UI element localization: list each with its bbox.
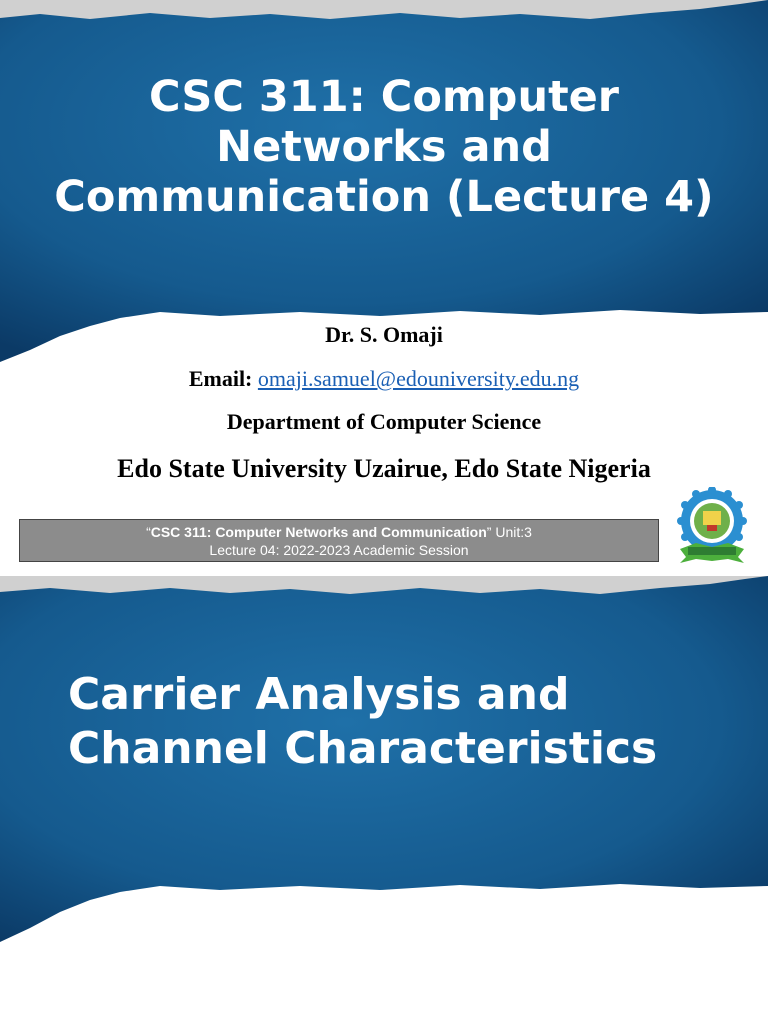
banner-background	[0, 576, 768, 1024]
footer-course-name: CSC 311: Computer Networks and Communication	[150, 524, 487, 540]
email-label: Email:	[188, 366, 253, 391]
section-slide	[0, 576, 768, 1024]
email-link[interactable]: omaji.samuel@edouniversity.edu.ng	[257, 366, 580, 391]
university-name: Edo State University Uzairue, Edo State Nigeria	[117, 454, 651, 483]
university-seal-icon	[676, 487, 748, 569]
department-name: Department of Computer Science	[226, 409, 542, 434]
email-line	[0, 366, 768, 392]
footer-open-quote: “	[146, 524, 151, 540]
section-title: Carrier Analysis and Channel Characteristics	[68, 669, 658, 774]
footer-course-line	[20, 523, 658, 541]
author-name: Dr. S. Omaji	[325, 322, 443, 347]
course-footer	[19, 519, 659, 562]
slide-title: CSC 311: Computer Networks and Communication (Lecture 4)	[54, 72, 714, 222]
footer-unit: Unit:3	[491, 524, 532, 540]
footer-session: Lecture 04: 2022-2023 Academic Session	[209, 542, 469, 558]
footer-close-quote: ”	[486, 524, 492, 540]
